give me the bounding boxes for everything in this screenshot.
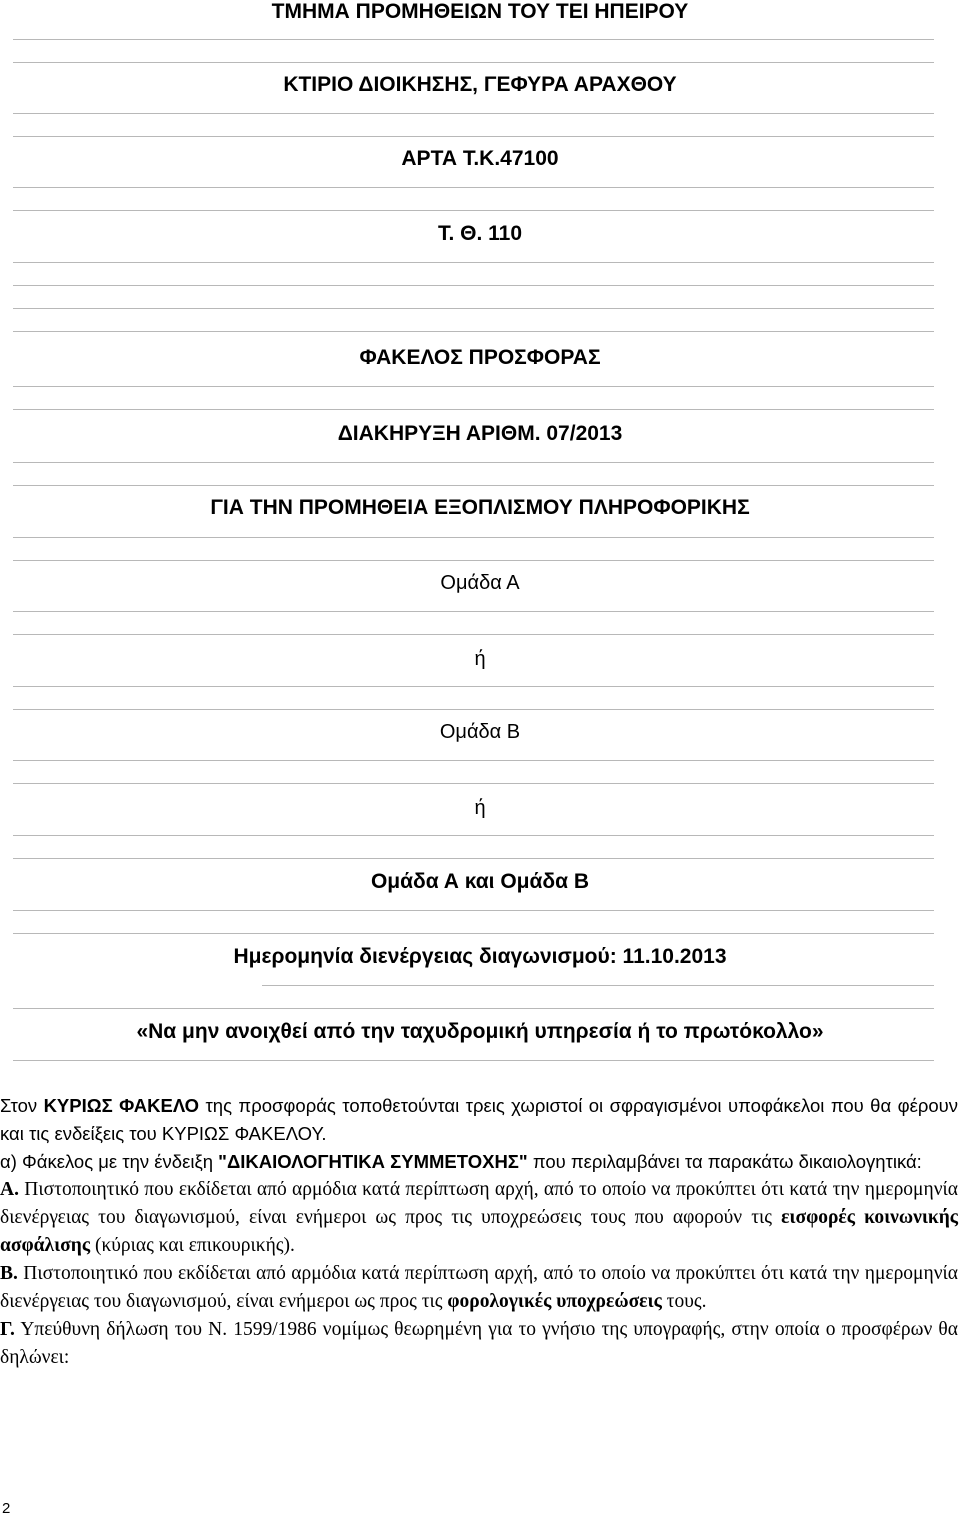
procurement-subject: ΓΙΑ ΤΗΝ ΠΡΟΜΗΘΕΙΑ ΕΞΟΠΛΙΣΜΟΥ ΠΛΗΡΟΦΟΡΙΚΗΣ <box>210 496 750 519</box>
main-envelope-term: ΚΥΡΙΩΣ ΦΑΚΕΛΟ <box>43 1095 200 1116</box>
divider <box>13 910 934 911</box>
divider <box>13 409 934 410</box>
header-department: ΤΜΗΜΑ ΠΡΟΜΗΘΕΙΩΝ ΤΟΥ ΤΕΙ ΗΠΕΙΡΟΥ <box>271 0 689 23</box>
divider <box>13 760 934 761</box>
divider <box>13 634 934 635</box>
divider <box>13 462 934 463</box>
divider <box>13 39 934 40</box>
group-a-and-b: Ομάδα Α και Ομάδα Β <box>370 870 590 893</box>
do-not-open-notice: «Να μην ανοιχθεί από την ταχυδρομική υπηρεσία ή το πρωτόκολλο» <box>136 1020 824 1043</box>
document-body <box>0 1092 958 1372</box>
divider <box>262 985 934 986</box>
divider <box>13 1008 934 1009</box>
divider <box>13 611 934 612</box>
participation-documents-title: "ΔΙΚΑΙΟΛΟΓΗΤΙΚΑ ΣΥΜΜΕΤΟΧΗΣ" <box>218 1151 528 1172</box>
tender-date: Ημερομηνία διενέργειας διαγωνισμού: 11.10.2013 <box>233 945 727 968</box>
divider <box>13 835 934 836</box>
divider <box>13 210 934 211</box>
item-c-paragraph: Γ. Υπεύθυνη δήλωση του Ν. 1599/1986 νομίμως θεωρημένη για το γνήσιο της υπογραφής, στην οποία ο προσφέρων θα δηλώνει: <box>0 1319 958 1368</box>
page-number: 2 <box>2 1500 11 1517</box>
or-separator: ή <box>474 648 486 670</box>
item-a-label: Α. <box>0 1179 19 1200</box>
item-a-paragraph: Α. Πιστοποιητικό που εκδίδεται από αρμόδια κατά περίπτωση αρχή, από το οποίο να προκύπτει ότι κατά την ημερομηνία διενέργειας του διαγωνισμού, είναι ενήμεροι ως προς τις υποχρεώσεις τους που αφορούν τις εισφορές κοινωνικής ασφάλισης (κύριας και επικουρικής). <box>0 1179 958 1256</box>
participation-documents-paragraph: α) Φάκελος με την ένδειξη "ΔΙΚΑΙΟΛΟΓΗΤΙΚΑ ΣΥΜΜΕΤΟΧΗΣ" που περιλαμβάνει τα παρακάτω δικαιολογητικά: <box>0 1151 922 1172</box>
divider <box>13 709 934 710</box>
envelope-title: ΦΑΚΕΛΟΣ ΠΡΟΣΦΟΡΑΣ <box>359 346 601 369</box>
group-a: Ομάδα Α <box>440 572 520 594</box>
divider <box>13 933 934 934</box>
header-city: ΑΡΤΑ Τ.Κ.47100 <box>401 147 559 170</box>
divider <box>13 285 934 286</box>
divider <box>13 858 934 859</box>
main-envelope-paragraph: Στον ΚΥΡΙΩΣ ΦΑΚΕΛΟ της προσφοράς τοποθετούνται τρεις χωριστοί οι σφραγισμένοι υποφάκελοι που θα φέρουν και τις ενδείξεις του ΚΥΡΙΩΣ ΦΑΚΕΛΟΥ. <box>0 1095 958 1144</box>
or-separator: ή <box>474 797 486 819</box>
divider <box>13 187 934 188</box>
header-po-box: Τ. Θ. 110 <box>437 222 523 245</box>
social-insurance-term: εισφορές κοινωνικής ασφάλισης <box>0 1207 958 1256</box>
divider <box>13 136 934 137</box>
divider <box>13 308 934 309</box>
divider <box>13 485 934 486</box>
tax-obligations-term: φορολογικές υποχρεώσεις <box>447 1291 662 1312</box>
tender-number: ΔΙΑΚΗΡΥΞΗ ΑΡΙΘΜ. 07/2013 <box>337 422 623 445</box>
divider <box>13 262 934 263</box>
group-b: Ομάδα Β <box>439 721 521 743</box>
item-b-paragraph: Β. Πιστοποιητικό που εκδίδεται από αρμόδια κατά περίπτωση αρχή, από το οποίο να προκύπτει ότι κατά την ημερομηνία διενέργειας του διαγωνισμού, είναι ενήμεροι ως προς τις φορολογικές υποχρεώσεις τους. <box>0 1263 958 1312</box>
divider <box>13 331 934 332</box>
divider <box>13 62 934 63</box>
divider <box>13 560 934 561</box>
divider <box>13 113 934 114</box>
item-b-label: Β. <box>0 1263 18 1284</box>
divider <box>13 783 934 784</box>
divider <box>13 1060 934 1061</box>
divider <box>13 386 934 387</box>
divider <box>13 537 934 538</box>
header-building: ΚΤΙΡΙΟ ΔΙΟΙΚΗΣΗΣ, ΓΕΦΥΡΑ ΑΡΑΧΘΟΥ <box>283 73 677 96</box>
item-c-label: Γ. <box>0 1319 15 1340</box>
divider <box>13 686 934 687</box>
